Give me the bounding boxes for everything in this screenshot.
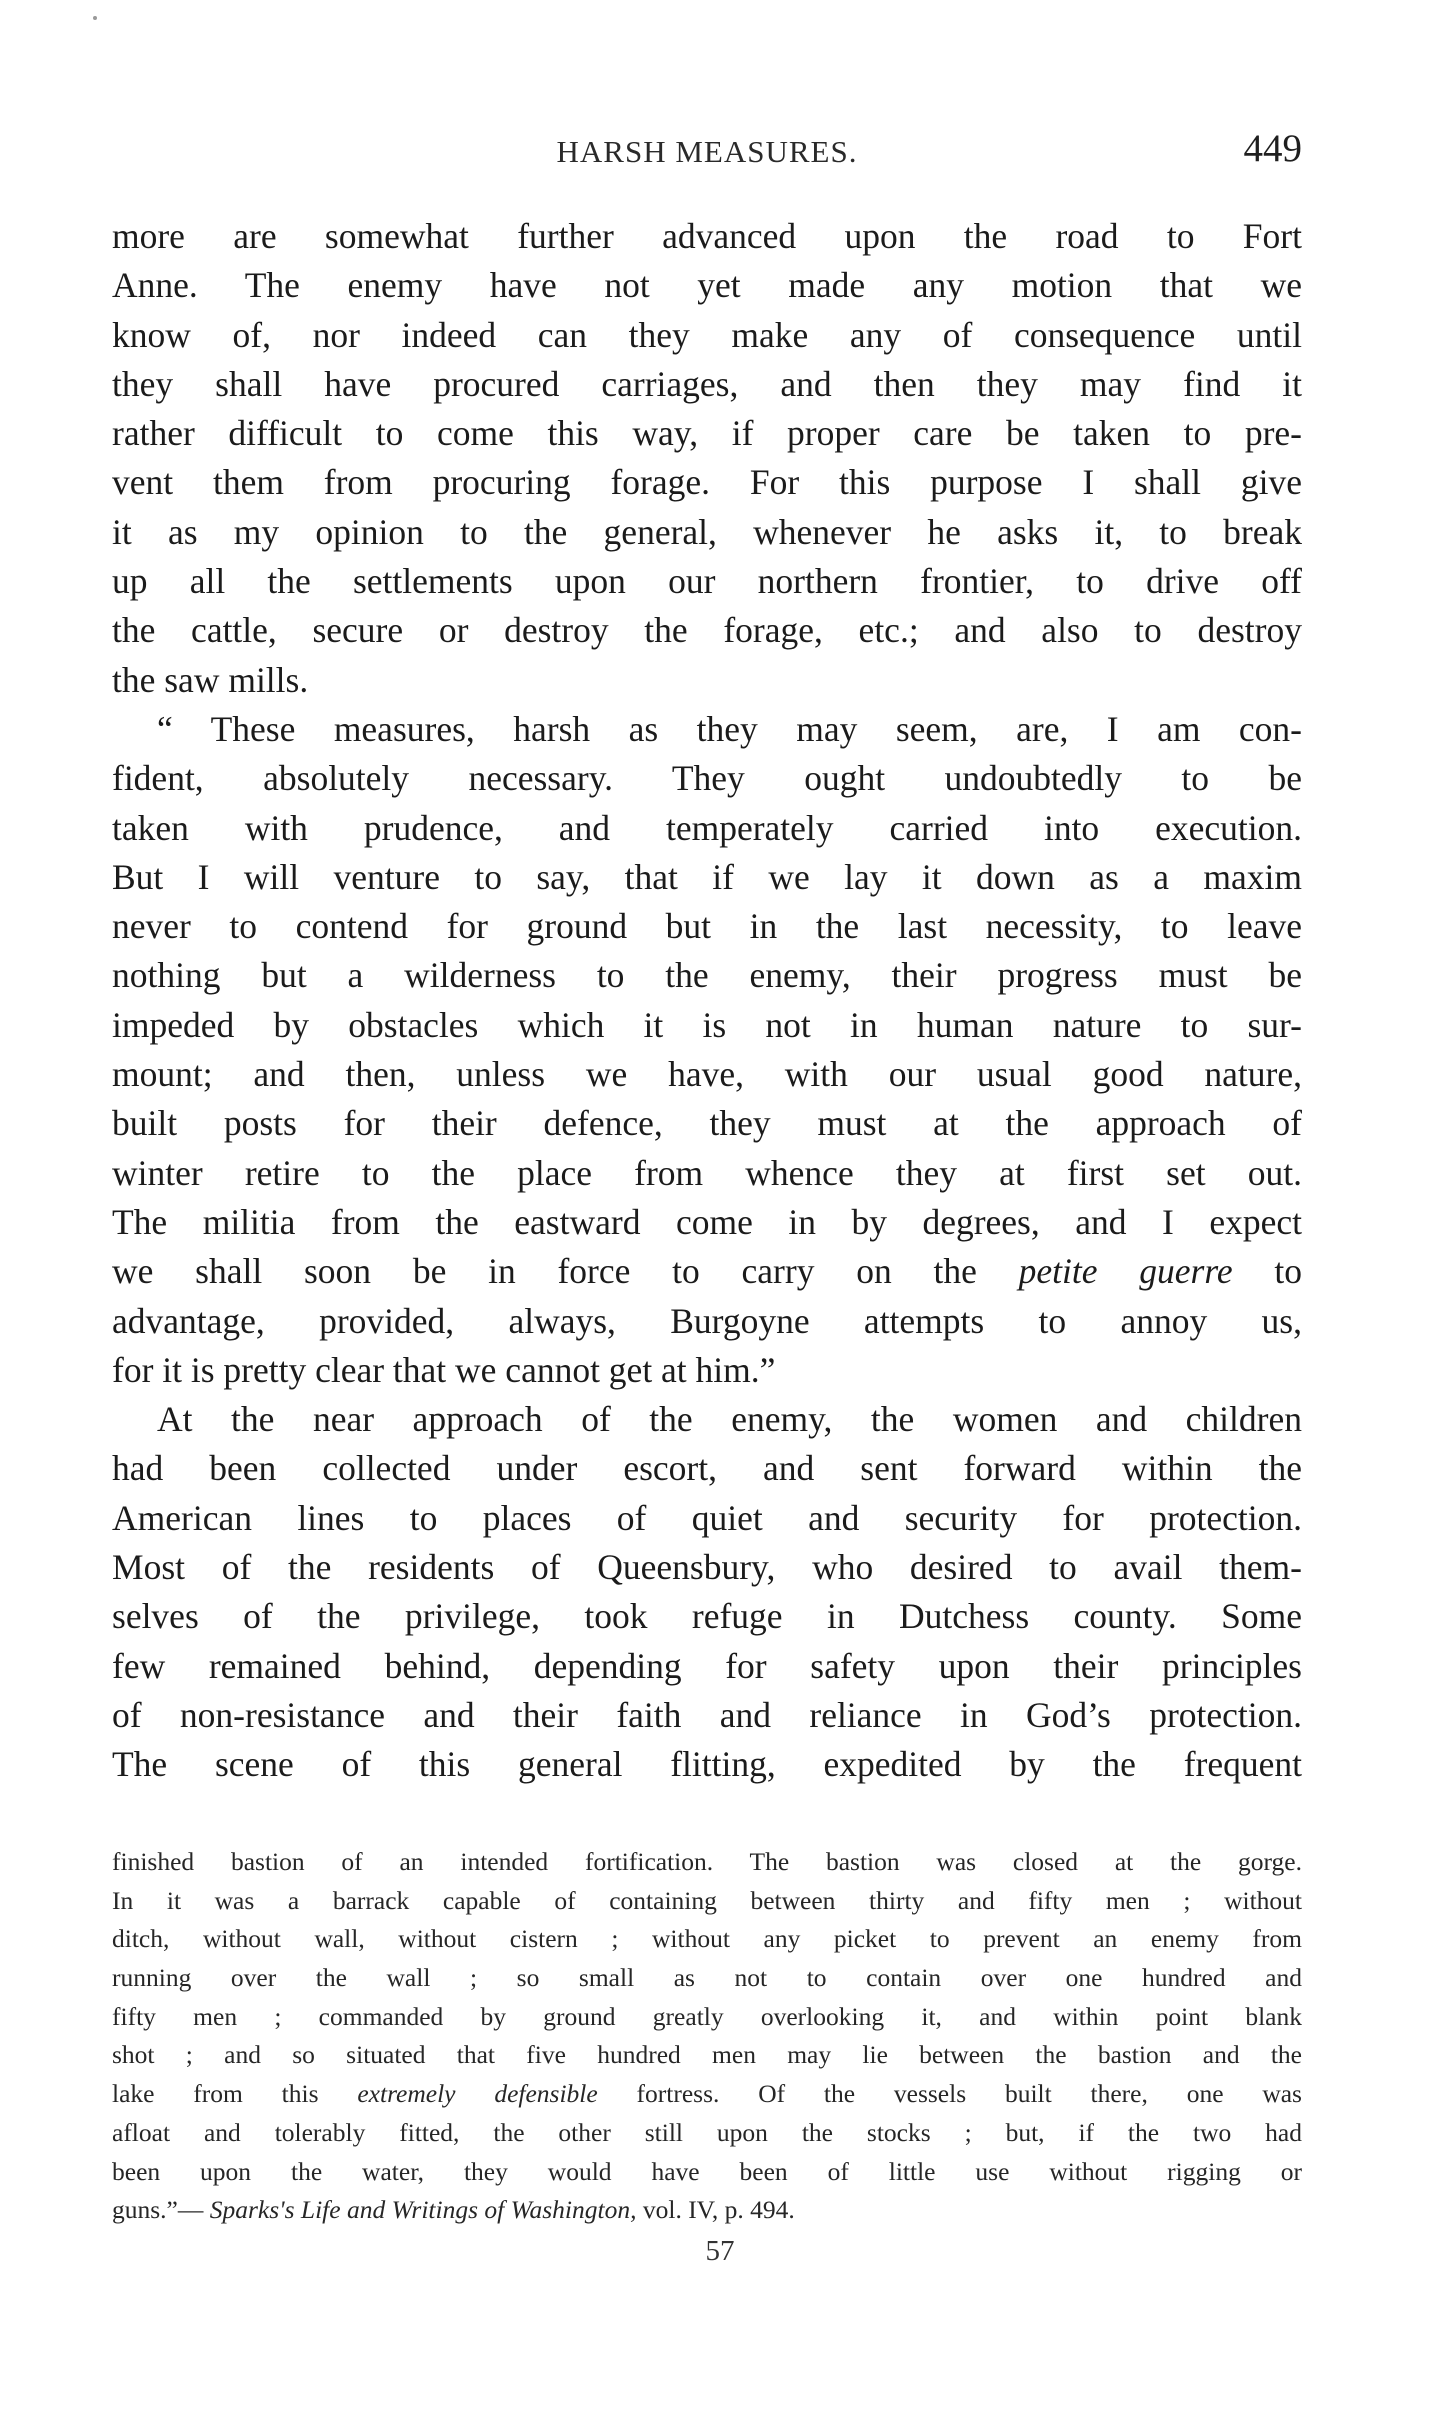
text-line: advantage, provided, always, Burgoyne attempts to annoy us, [112, 1300, 1302, 1341]
page-number: 449 [1243, 127, 1302, 170]
text-line: of non-resistance and their faith and reliance in God’s protection. [112, 1694, 1302, 1735]
footnote-line: finished bastion of an intended fortification. The bastion was closed at the gorge. [112, 1847, 1302, 1876]
text-line: built posts for their defence, they must at the approach of [112, 1103, 1302, 1144]
text-line: taken with prudence, and temperately carried into execution. [112, 807, 1302, 848]
footnote-line: ditch, without wall, without cistern ; without any picket to prevent an enemy from [112, 1924, 1302, 1954]
footnote-block [112, 1843, 1302, 2230]
text-segment: vol. IV, p. 494. [636, 2195, 795, 2225]
body-text [112, 212, 1302, 1790]
text-line: Most of the residents of Queensbury, who desired to avail them- [112, 1547, 1302, 1588]
text-line: At the near approach of the enemy, the women and children [157, 1399, 1302, 1440]
text-line: rather difficult to come this way, if proper care be taken to pre- [112, 413, 1302, 454]
page-header [112, 124, 1302, 174]
footnote-line: running over the wall ; so small as not to contain over one hundred and [112, 1963, 1302, 1993]
text-line: nothing but a wilderness to the enemy, their progress must be [112, 955, 1302, 996]
text-line: few remained behind, depending for safety upon their principles [112, 1645, 1302, 1686]
italic-phrase: extremely defensible [357, 2079, 598, 2109]
text-segment: lake from this [112, 2079, 358, 2109]
text-line: impeded by obstacles which it is not in human nature to sur- [112, 1004, 1302, 1045]
citation-title: Sparks's Life and Writings of Washington, [209, 2195, 637, 2225]
text-line: for it is pretty clear that we cannot get at him.” [112, 1349, 776, 1390]
text-segment: we shall soon be in force to carry on the [112, 1251, 1019, 1292]
text-segment: fortress. Of the vessels built there, one was [597, 2079, 1302, 2109]
signature-mark: 57 [705, 2235, 735, 2267]
text-segment: to [1232, 1251, 1302, 1292]
footnote-line: fifty men ; commanded by ground greatly overlooking it, and within point blank [112, 2001, 1302, 2031]
text-line: fident, absolutely necessary. They ought undoubtedly to be [112, 758, 1302, 799]
text-line: the saw mills. [112, 659, 309, 700]
text-line: never to contend for ground but in the last necessity, to leave [112, 906, 1302, 947]
text-line: know of, nor indeed can they make any of consequence until [112, 314, 1302, 355]
footnote-line: afloat and tolerably fitted, the other still upon the stocks ; but, if the two had [112, 2117, 1302, 2147]
text-line [112, 1247, 1302, 1296]
text-line: more are somewhat further advanced upon the road to Fort [112, 216, 1302, 256]
footnote-line: been upon the water, they would have been of little use without rigging or [112, 2156, 1302, 2186]
text-line: they shall have procured carriages, and then they may find it [112, 363, 1302, 404]
text-line: Anne. The enemy have not yet made any motion that we [112, 265, 1302, 306]
italic-phrase: petite guerre [1018, 1251, 1233, 1292]
text-line: the cattle, secure or destroy the forage, etc.; and also to destroy [112, 610, 1302, 651]
text-line: up all the settlements upon our northern frontier, to drive off [112, 561, 1302, 602]
text-line: had been collected under escort, and sent forward within the [112, 1448, 1302, 1489]
text-line: vent them from procuring forage. For this purpose I shall give [112, 462, 1302, 503]
text-segment: guns.”— [112, 2195, 210, 2225]
text-line: The scene of this general flitting, expedited by the frequent [112, 1744, 1302, 1785]
text-line: winter retire to the place from whence they at first set out. [112, 1152, 1302, 1193]
text-line: it as my opinion to the general, whenever he asks it, to break [112, 511, 1302, 552]
running-title: HARSH MEASURES. [556, 134, 858, 169]
text-line: “ These measures, harsh as they may seem, are, I am con- [157, 708, 1302, 749]
footnote-line [112, 2191, 1302, 2230]
text-line: But I will venture to say, that if we lay it down as a maxim [112, 856, 1302, 897]
text-line: mount; and then, unless we have, with our usual good nature, [112, 1054, 1302, 1095]
footnote-line: In it was a barrack capable of containing between thirty and fifty men ; without [112, 1885, 1302, 1915]
text-line: The militia from the eastward come in by degrees, and I expect [112, 1201, 1302, 1242]
text-line: American lines to places of quiet and security for protection. [112, 1497, 1302, 1538]
text-line: selves of the privilege, took refuge in Dutchess county. Some [112, 1596, 1302, 1637]
footnote-line [112, 2075, 1302, 2114]
print-speck [93, 16, 97, 20]
footnote-line: shot ; and so situated that five hundred men may lie between the bastion and the [112, 2040, 1302, 2070]
